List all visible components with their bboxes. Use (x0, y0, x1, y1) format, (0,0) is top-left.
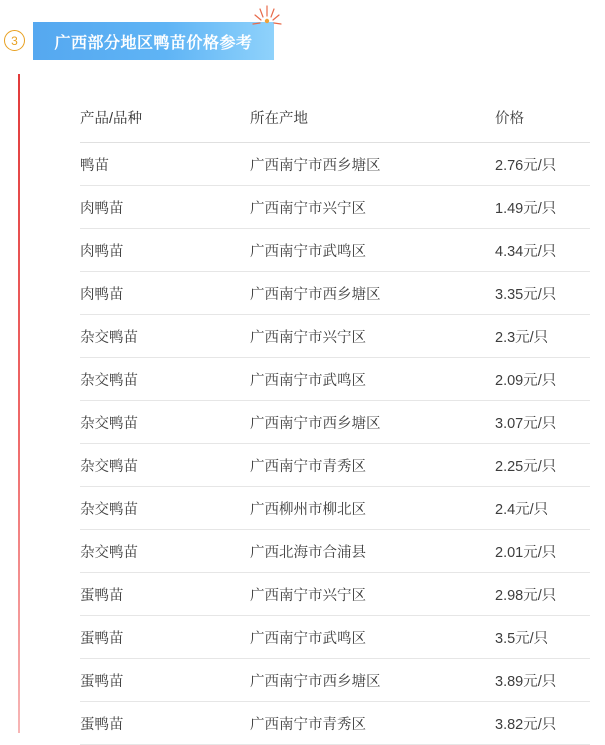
column-header-product: 产品/品种 (80, 92, 250, 143)
table-body (80, 143, 590, 745)
cell-product: 杂交鸭苗 (80, 530, 250, 573)
cell-origin: 广西南宁市西乡塘区 (250, 659, 495, 702)
cell-origin: 广西北海市合浦县 (250, 530, 495, 573)
cell-price: 2.98元/只 (495, 573, 590, 616)
cell-product: 蛋鸭苗 (80, 659, 250, 702)
cell-price: 3.5元/只 (495, 616, 590, 659)
table-row (80, 401, 590, 444)
table-row (80, 315, 590, 358)
table-row (80, 186, 590, 229)
column-header-price: 价格 (495, 92, 590, 143)
cell-product: 杂交鸭苗 (80, 487, 250, 530)
cell-price: 3.35元/只 (495, 272, 590, 315)
cell-origin: 广西南宁市青秀区 (250, 702, 495, 745)
cell-product: 杂交鸭苗 (80, 444, 250, 487)
cell-origin: 广西南宁市武鸣区 (250, 229, 495, 272)
cell-origin: 广西南宁市西乡塘区 (250, 272, 495, 315)
cell-price: 3.82元/只 (495, 702, 590, 745)
cell-origin: 广西南宁市兴宁区 (250, 573, 495, 616)
table-row (80, 616, 590, 659)
cell-product: 蛋鸭苗 (80, 616, 250, 659)
cell-product: 杂交鸭苗 (80, 358, 250, 401)
section-number-badge: 3 (4, 30, 25, 51)
cell-origin: 广西南宁市武鸣区 (250, 616, 495, 659)
cell-price: 2.76元/只 (495, 143, 590, 186)
page-header (0, 0, 605, 70)
page-title: 广西部分地区鸭苗价格参考 (54, 34, 253, 52)
table-header-row (80, 92, 590, 143)
table-row (80, 487, 590, 530)
table-row (80, 573, 590, 616)
cell-price: 1.49元/只 (495, 186, 590, 229)
table-row (80, 272, 590, 315)
price-table-container (80, 92, 590, 745)
table-row (80, 659, 590, 702)
price-table (80, 92, 590, 745)
column-header-origin: 所在产地 (250, 92, 495, 143)
left-decorative-rule (18, 74, 20, 733)
cell-price: 3.89元/只 (495, 659, 590, 702)
cell-price: 2.09元/只 (495, 358, 590, 401)
cell-price: 4.34元/只 (495, 229, 590, 272)
cell-product: 鸭苗 (80, 143, 250, 186)
cell-product: 蛋鸭苗 (80, 702, 250, 745)
cell-price: 2.01元/只 (495, 530, 590, 573)
cell-product: 蛋鸭苗 (80, 573, 250, 616)
table-row (80, 530, 590, 573)
title-banner (33, 22, 274, 60)
cell-origin: 广西南宁市西乡塘区 (250, 401, 495, 444)
cell-price: 3.07元/只 (495, 401, 590, 444)
cell-price: 2.4元/只 (495, 487, 590, 530)
cell-origin: 广西南宁市西乡塘区 (250, 143, 495, 186)
cell-product: 肉鸭苗 (80, 229, 250, 272)
cell-origin: 广西南宁市青秀区 (250, 444, 495, 487)
cell-product: 杂交鸭苗 (80, 401, 250, 444)
table-row (80, 143, 590, 186)
cell-price: 2.3元/只 (495, 315, 590, 358)
table-row (80, 702, 590, 745)
table-row (80, 229, 590, 272)
cell-origin: 广西南宁市武鸣区 (250, 358, 495, 401)
table-row (80, 358, 590, 401)
cell-product: 杂交鸭苗 (80, 315, 250, 358)
cell-origin: 广西南宁市兴宁区 (250, 186, 495, 229)
table-row (80, 444, 590, 487)
cell-product: 肉鸭苗 (80, 272, 250, 315)
cell-product: 肉鸭苗 (80, 186, 250, 229)
cell-origin: 广西柳州市柳北区 (250, 487, 495, 530)
cell-origin: 广西南宁市兴宁区 (250, 315, 495, 358)
cell-price: 2.25元/只 (495, 444, 590, 487)
